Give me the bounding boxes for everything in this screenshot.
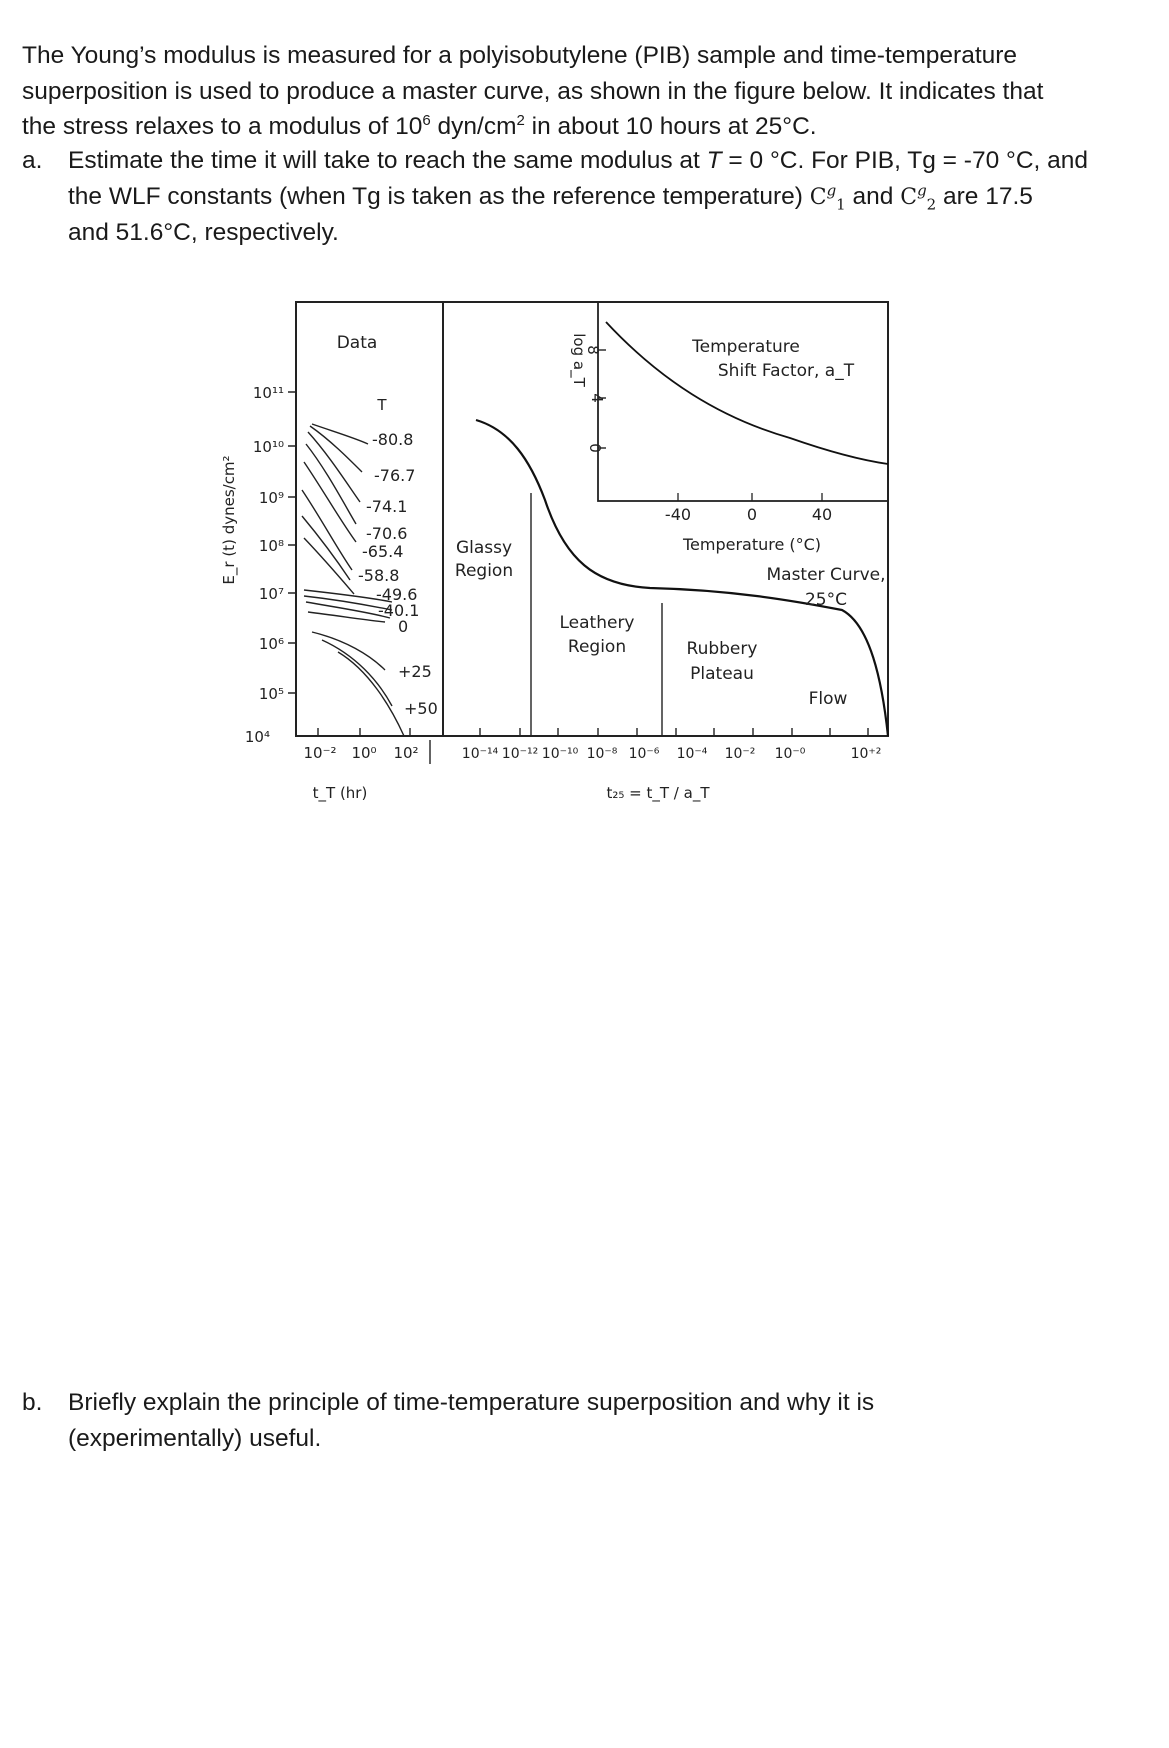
data-curve xyxy=(310,426,362,472)
intro-paragraph xyxy=(22,38,1142,145)
flow-region-label: Flow xyxy=(808,689,848,709)
inset-title: Shift Factor, a_T xyxy=(717,361,855,381)
question-b-label: b. xyxy=(22,1389,43,1416)
question-a-line-3: and 51.6°C, respectively. xyxy=(68,219,339,246)
question-b xyxy=(22,1385,1152,1465)
glassy-region-label: Glassy xyxy=(455,538,513,558)
data-curve xyxy=(304,590,392,602)
data-curve xyxy=(312,632,385,670)
data-curve xyxy=(322,640,392,706)
data-x-tick-label: 10⁻² xyxy=(303,744,337,762)
data-curve xyxy=(302,516,350,580)
master-x-axis-label: t₂₅ = t_T / a_T xyxy=(606,784,710,802)
temperature-label: -70.6 xyxy=(366,524,408,543)
inset-y-tick-label: 0 xyxy=(586,443,604,453)
master-x-ticks xyxy=(480,728,868,736)
question-b-line-1: Briefly explain the principle of time-temperature superposition and why it is xyxy=(68,1389,875,1416)
data-curve xyxy=(302,490,352,570)
data-curves xyxy=(302,424,404,736)
y-axis-ticks xyxy=(288,392,296,693)
inset-y-axis-label: log a_T xyxy=(570,333,588,387)
master-x-tick-label: 10⁻⁸ xyxy=(586,746,618,762)
question-b-line-2: (experimentally) useful. xyxy=(68,1424,322,1452)
master-panel-frame xyxy=(443,302,888,736)
master-x-tick-label: 10⁺² xyxy=(850,746,882,762)
question-a-line-2: the WLF constants (when Tg is taken as the reference temperature) $C^g_1$ and $C^g_2$ are 17.5 xyxy=(68,181,1033,213)
glassy-region-label: Region xyxy=(454,561,514,581)
inset-title: Temperature xyxy=(692,337,800,357)
y-tick-label: 10⁵ xyxy=(258,685,284,703)
y-tick-label: 10¹¹ xyxy=(252,384,284,402)
data-curve xyxy=(304,538,354,594)
wlf-constant-c2: $C^g_2$ xyxy=(900,181,937,213)
master-x-tick-label: 10⁻⁶ xyxy=(628,746,660,762)
y-tick-label: 10¹⁰ xyxy=(252,438,284,456)
data-curve xyxy=(308,612,385,622)
data-x-tick-label: 10⁰ xyxy=(351,744,377,762)
master-x-tick-label: 10⁻¹⁰ xyxy=(541,746,579,762)
rubbery-region-label: Plateau xyxy=(690,664,754,684)
temperature-column-header: T xyxy=(377,396,387,414)
master-x-tick-label: 10⁻⁰ xyxy=(774,746,806,762)
inset-frame xyxy=(598,302,888,501)
temperature-label: -65.4 xyxy=(362,542,404,561)
question-a-line-1: Estimate the time it will take to reach the same modulus at T = 0 °C. For PIB, Tg = -70 °C, and xyxy=(68,147,1088,174)
master-x-tick-label: 10⁻¹⁴ xyxy=(461,746,499,762)
data-x-axis-label: t_T (hr) xyxy=(312,784,368,802)
temperature-label: 0 xyxy=(398,617,409,636)
wlf-constant-c1: $C^g_1$ xyxy=(809,181,846,213)
temperature-label: -40.1 xyxy=(378,601,420,620)
temperature-label: -58.8 xyxy=(358,566,400,585)
temperature-label: -74.1 xyxy=(366,497,408,516)
intro-line-3: the stress relaxes to a modulus of $10^6$ dyn/$cm^2$ in about 10 hours at 25°C. xyxy=(22,111,817,140)
temperature-label: +25 xyxy=(398,662,432,681)
inset-y-tick-label: 8 xyxy=(584,345,602,355)
data-curve xyxy=(304,596,392,610)
question-a xyxy=(22,143,1152,253)
intro-line-2: superposition is used to produce a master curve, as shown in the figure below. It indicates that xyxy=(22,77,1044,105)
shift-factor-curve xyxy=(606,322,888,464)
y-tick-label: 10⁷ xyxy=(258,585,284,603)
data-curve xyxy=(308,432,360,502)
temperature-label: -80.8 xyxy=(372,430,414,449)
inset-x-tick-label: 40 xyxy=(811,505,833,524)
temperature-label: +50 xyxy=(404,699,438,718)
inset-x-tick-label: 0 xyxy=(746,505,758,524)
y-tick-label: 10⁶ xyxy=(258,635,284,653)
y-tick-label: 10⁴ xyxy=(244,728,270,746)
inset-x-tick-label: -40 xyxy=(664,505,692,524)
leathery-region-label: Leathery xyxy=(559,613,635,633)
data-curve xyxy=(304,462,356,542)
data-curve xyxy=(338,652,404,736)
intro-line-1: The Young’s modulus is measured for a polyisobutylene (PIB) sample and time-temperature xyxy=(22,42,1018,69)
master-x-tick-label: 10⁻¹² xyxy=(501,746,539,762)
data-curve xyxy=(306,444,356,524)
y-tick-label: 10⁹ xyxy=(258,489,284,507)
inset-x-axis-label: Temperature (°C) xyxy=(682,535,822,554)
inset-y-ticks xyxy=(598,350,606,448)
question-b-text xyxy=(68,1385,1148,1456)
temperature-label: -49.6 xyxy=(376,585,418,604)
data-panel-frame xyxy=(296,302,443,736)
master-curve-label: 25°C xyxy=(804,590,848,610)
master-curve xyxy=(476,420,888,736)
rubbery-region-label: Rubbery xyxy=(686,639,758,659)
temperature-label: -76.7 xyxy=(374,466,416,485)
question-a-label: a. xyxy=(22,147,43,174)
data-panel-title: Data xyxy=(336,333,378,353)
question-a-text xyxy=(68,143,1148,251)
master-curve-label: Master Curve, xyxy=(766,565,886,585)
data-x-tick-label: 10² xyxy=(393,744,419,762)
master-x-tick-label: 10⁻⁴ xyxy=(676,746,708,762)
y-tick-label: 10⁸ xyxy=(258,537,284,555)
master-x-tick-label: 10⁻² xyxy=(724,746,756,762)
y-axis-label: E_r (t) dynes/cm² xyxy=(220,455,238,585)
inset-y-tick-label: 4 xyxy=(588,393,606,403)
data-curve xyxy=(306,602,390,618)
data-curve xyxy=(312,424,368,444)
data-x-ticks xyxy=(318,728,410,736)
leathery-region-label: Region xyxy=(567,637,627,657)
inset-x-ticks xyxy=(678,493,822,501)
